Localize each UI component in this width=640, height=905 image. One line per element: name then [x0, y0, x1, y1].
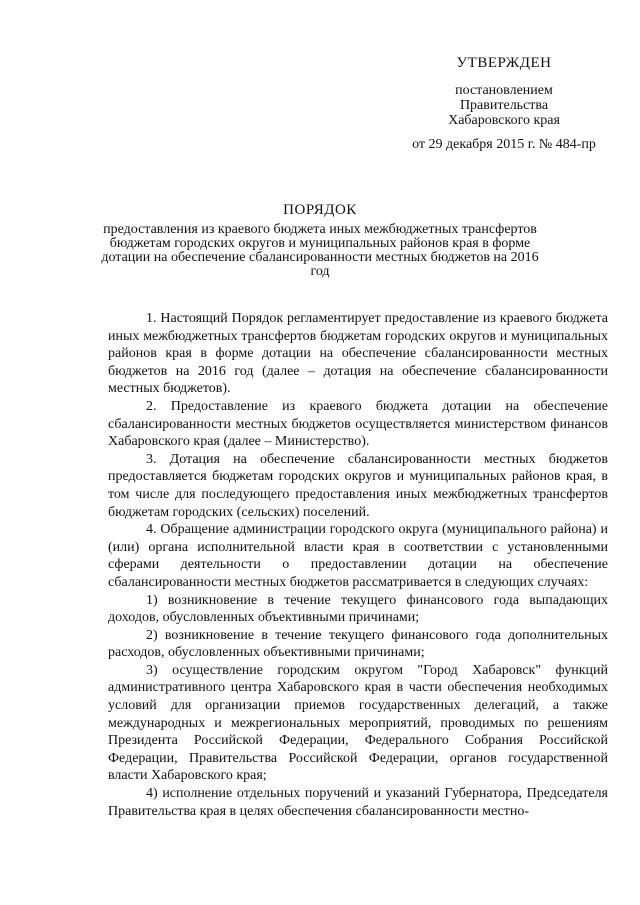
- paragraph: 1) возникновение в течение текущего финансового года выпадающих доходов, обусловленных объективными причинами;: [108, 592, 608, 626]
- approval-line: постановлением: [455, 83, 553, 98]
- paragraph: 1. Настоящий Порядок регламентирует предоставление из краевого бюджета иных межбюджетных трансфертов бюджетам городских округов и муниципальных районов края в форме дотации на обеспечение сбалансированности местных бюджетов на 2016 год (далее – дотация на обеспечение сбалансированности местных бюджетов).: [108, 311, 608, 397]
- paragraph: 3. Дотация на обеспечение сбалансированности местных бюджетов предоставляется бюджетам городских округов и муниципальных районов края, в том числе для последующего предоставления иных межбюджетных трансфертов бюджетам городских (сельских) поселений.: [108, 451, 608, 520]
- document-title: ПОРЯДОК: [283, 202, 357, 218]
- approval-date: от 29 декабря 2015 г. № 484-пр: [412, 137, 596, 152]
- approval-line: Хабаровского края: [448, 113, 560, 128]
- paragraph: 2. Предоставление из краевого бюджета дотации на обеспечение сбалансированности местных бюджетов осуществляется министерством финансов Хабаровского края (далее – Министерство).: [108, 398, 608, 450]
- paragraph: 2) возникновение в течение текущего финансового года дополнительных расходов, обусловленных объективными причинами;: [108, 627, 608, 661]
- approval-stamp: [398, 56, 610, 152]
- approval-line: Правительства: [459, 98, 549, 113]
- approval-heading: УТВЕРЖДЕН: [456, 55, 552, 71]
- paragraph: 3) осуществление городским округом "Город Хабаровск" функций административного центра Хабаровского края в части обеспечения необходимых условий для организации приемов государственных делегаций, а также международных и межрегиональных мероприятий, проводимых по решениям Президента Российской Федерации, Федерального Собрания Российской Федерации, Правительства Российской Федерации, органов государственной власти Хабаровского края;: [108, 662, 608, 784]
- document-body: [108, 310, 608, 820]
- paragraph: 4) исполнение отдельных поручений и указаний Губернатора, Председателя Правительства края в целях обеспечения сбалансированности местно-: [108, 786, 608, 819]
- paragraph: 4. Обращение администрации городского округа (муниципального района) и (или) органа исполнительной власти края в соответствии с установленными сферами деятельности о предоставлении дотации на обеспечение сбалансированности местных бюджетов рассматривается в следующих случаях:: [108, 522, 608, 590]
- document-subtitle: предоставления из краевого бюджета иных межбюджетных трансфертов бюджетам городских округов и муниципальных районов края в форме дотации на обеспечение сбалансированности местных бюджетов на 2016 год: [101, 222, 539, 279]
